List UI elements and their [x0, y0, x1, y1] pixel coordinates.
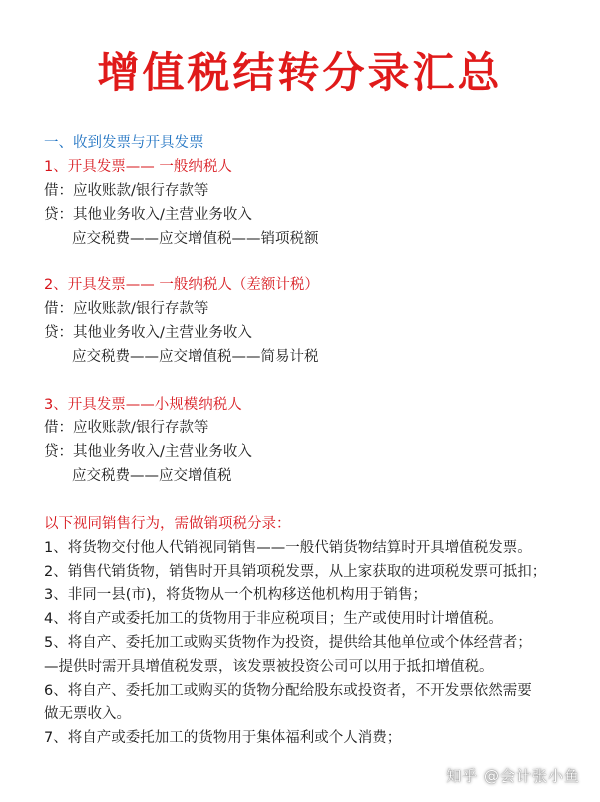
list-item: 7、将自产或委托加工的货物用于集体福利或个人消费；	[44, 730, 402, 746]
credit-entry: 贷：其他业务收入/主营业务收入	[44, 325, 252, 341]
credit-tax-entry: 应交税费——应交增值税	[72, 468, 232, 484]
credit-tax-entry: 应交税费——应交增值税——销项税额	[72, 231, 319, 247]
list-item: 6、将自产、委托加工或购买的货物分配给股东或投资者，不开发票依然需要	[44, 683, 532, 699]
list-item: 1、将货物交付他人代销视同销售——一般代销货物结算时开具增值税发票。	[44, 540, 532, 556]
list-item: 4、将自产或委托加工的货物用于非应税项目；生产或使用时计增值税。	[44, 611, 503, 627]
item-label-general-taxpayer: 1、开具发票—— 一般纳税人	[44, 159, 232, 175]
credit-tax-entry: 应交税费——应交增值税——简易计税	[72, 349, 319, 365]
section-heading-invoices: 一、收到发票与开具发票	[44, 135, 204, 151]
watermark: 知乎 @会计张小鱼	[446, 767, 580, 785]
list-item: 5、将自产、委托加工或购买货物作为投资，提供给其他单位或个体经营者；	[44, 635, 532, 651]
debit-entry: 借：应收账款/银行存款等	[44, 301, 209, 317]
list-item-continued: 做无票收入。	[44, 706, 131, 722]
section-heading-deemed-sales: 以下视同销售行为，需做销项税分录：	[44, 516, 291, 532]
debit-entry: 借：应收账款/银行存款等	[44, 183, 209, 199]
list-item: 3、非同一县(市)，将货物从一个机构移送他机构用于销售；	[44, 587, 428, 603]
page-title: 增值税结转分录汇总	[97, 48, 503, 97]
credit-entry: 贷：其他业务收入/主营业务收入	[44, 444, 252, 460]
item-label-small-scale: 3、开具发票——小规模纳税人	[44, 397, 242, 413]
list-item-continued: —提供时需开具增值税发票，该发票被投资公司可以用于抵扣增值税。	[44, 659, 494, 675]
item-label-differential-tax: 2、开具发票—— 一般纳税人（差额计税）	[44, 277, 319, 293]
credit-entry: 贷：其他业务收入/主营业务收入	[44, 207, 252, 223]
list-item: 2、销售代销货物，销售时开具销项税发票，从上家获取的进项税发票可抵扣；	[44, 564, 547, 580]
debit-entry: 借：应收账款/银行存款等	[44, 420, 209, 436]
